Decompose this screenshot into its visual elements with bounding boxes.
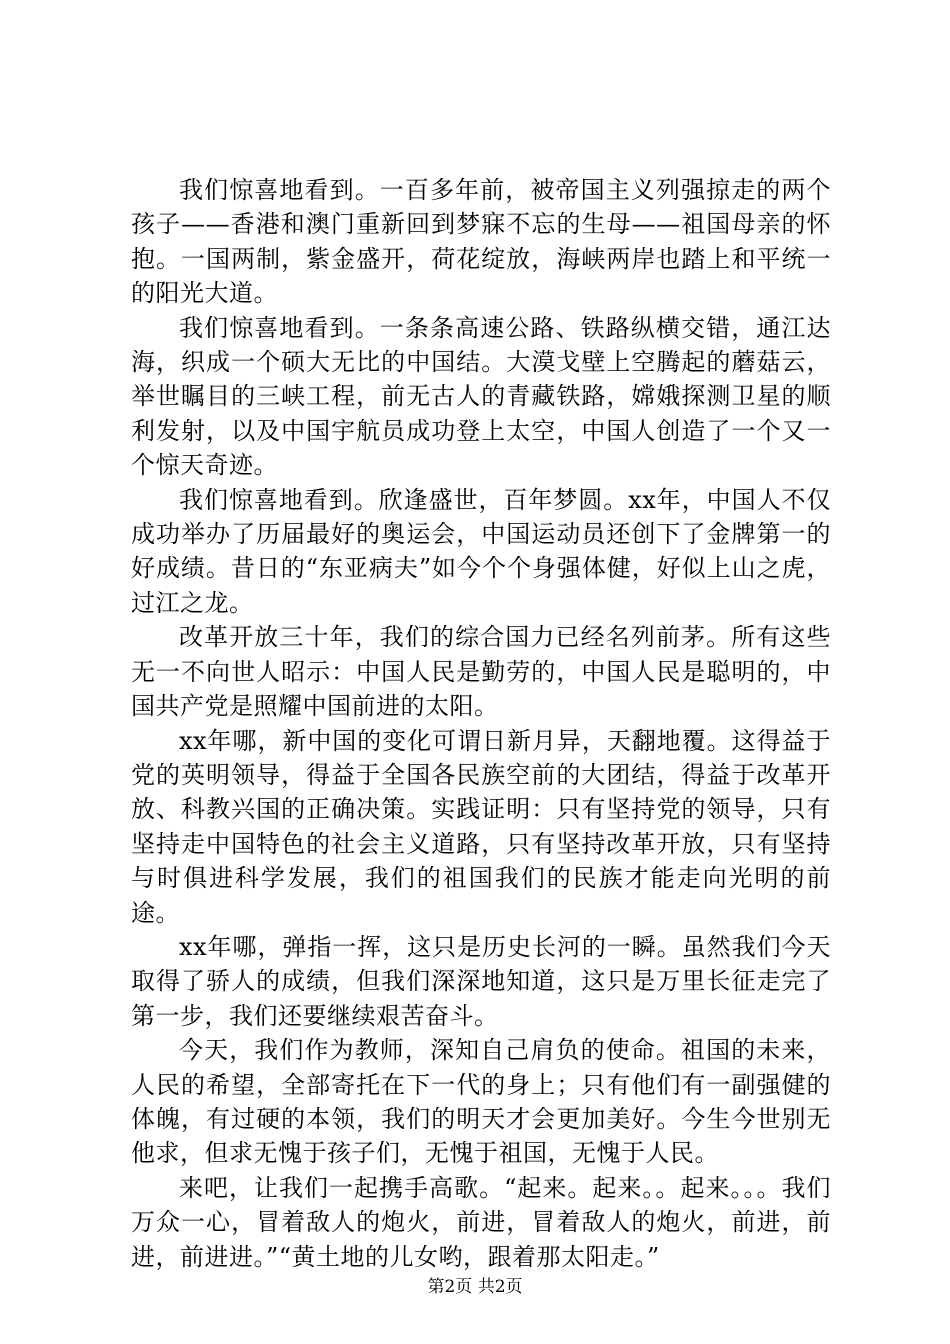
paragraph: 改革开放三十年，我们的综合国力已经名列前茅。所有这些无一不向世人昭示：中国人民是勤劳的，中国人民是聪明的，中国共产党是照耀中国前进的太阳。: [131, 623, 831, 721]
body-text: [131, 173, 831, 1274]
paragraph: 今天，我们作为教师，深知自己肩负的使命。祖国的未来，人民的希望，全部寄托在下一代的身上；只有他们有一副强健的体魄，有过硬的本领，我们的明天才会更加美好。今生今世别无他求，但求无愧于孩子们，无愧于祖国，无愧于人民。: [131, 1036, 831, 1168]
page-footer: [0, 1272, 950, 1297]
paragraph: xx年哪，弹指一挥，这只是历史长河的一瞬。虽然我们今天取得了骄人的成绩，但我们深深地知道，这只是万里长征走完了第一步，我们还要继续艰苦奋斗。: [131, 932, 831, 1030]
paragraph: 我们惊喜地看到。一百多年前，被帝国主义列强掠走的两个孩子——香港和澳门重新回到梦寐不忘的生母——祖国母亲的怀抱。一国两制，紫金盛开，荷花绽放，海峡两岸也踏上和平统一的阳光大道。: [131, 176, 831, 308]
paragraph: 来吧，让我们一起携手高歌。“起来。起来。。起来。。。我们万众一心，冒着敌人的炮火，前进，冒着敌人的炮火，前进，前进，前进进。”“黄土地的儿女哟，跟着那太阳走。”: [131, 1173, 831, 1271]
paragraph: 我们惊喜地看到。欣逢盛世，百年梦圆。xx年，中国人不仅成功举办了历届最好的奥运会，中国运动员还创下了金牌第一的好成绩。昔日的“东亚病夫”如今个个身强体健，好似上山之虎，过江之龙。: [131, 485, 831, 617]
paragraph: 我们惊喜地看到。一条条高速公路、铁路纵横交错，通江达海，织成一个硕大无比的中国结。大漠戈壁上空腾起的蘑菇云，举世瞩目的三峡工程，前无古人的青藏铁路，嫦娥探测卫星的顺利发射，以及中国宇航员成功登上太空，中国人创造了一个又一个惊天奇迹。: [131, 313, 831, 480]
page-number: 第2页 共2页: [427, 1277, 523, 1297]
paragraph: xx年哪，新中国的变化可谓日新月异，天翻地覆。这得益于党的英明领导，得益于全国各民族空前的大团结，得益于改革开放、科教兴国的正确决策。实践证明：只有坚持党的领导，只有坚持走中国特色的社会主义道路，只有坚持改革开放，只有坚持与时俱进科学发展，我们的祖国我们的民族才能走向光明的前途。: [131, 726, 831, 927]
